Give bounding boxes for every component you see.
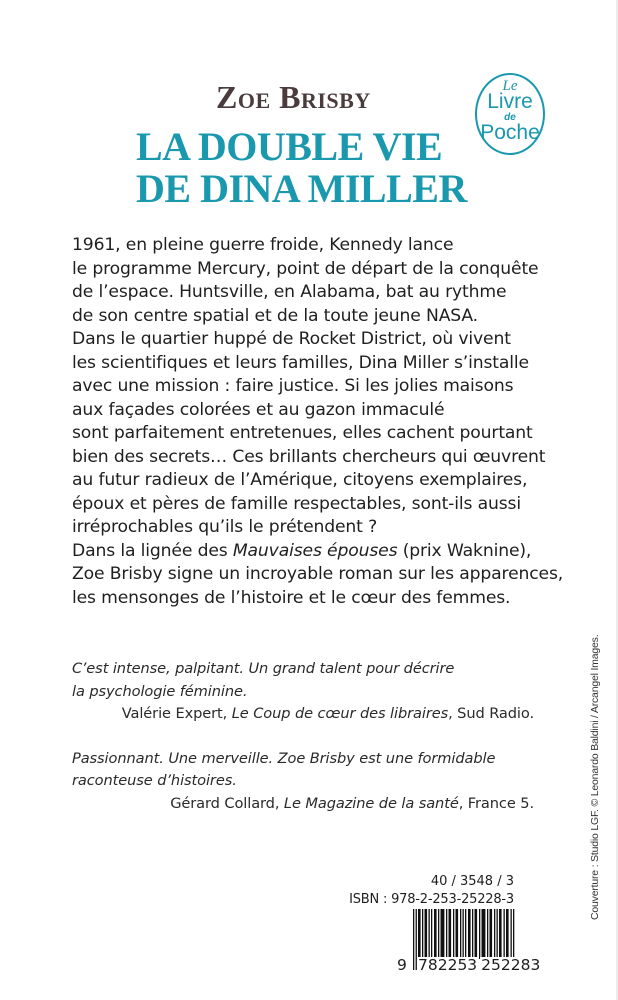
title-line-1: LA DOUBLE VIE: [136, 124, 443, 169]
review-show: Le Magazine de la santé: [283, 794, 459, 812]
review-quote-line: Passionnant. Une merveille. Zoe Brisby est une formidable: [72, 749, 496, 767]
blurb-lineage-line: [72, 540, 582, 564]
lineage-prefix: Dans la lignée des: [72, 540, 233, 561]
logo-de: de: [504, 112, 516, 123]
blurb-line: au futur radieux de l’Amérique, citoyens exemplaires,: [72, 470, 528, 490]
blurb-line: irréprochables qu’ils le prétendent ?: [72, 517, 378, 537]
title-line-2: DE DINA MILLER: [136, 166, 467, 211]
blurb-line: le programme Mercury, point de départ de la conquête: [72, 258, 539, 279]
reviewer-name: Gérard Collard,: [170, 794, 284, 812]
review-source: [72, 703, 534, 726]
press-reviews: [72, 658, 534, 837]
catalog-code: 40 / 3548 / 3: [430, 874, 514, 889]
le-livre-de-poche-logo: [475, 73, 545, 155]
blurb-line: de son centre spatial et de la toute jeune NASA.: [72, 305, 478, 326]
ean-digits: [397, 957, 541, 973]
reviewer-name: Valérie Expert,: [121, 705, 232, 722]
blurb-line: de l’espace. Huntsville, en Alabama, bat au rythme: [72, 282, 507, 302]
author-name: Zoe Brisby: [216, 79, 371, 115]
logo-le: Le: [502, 78, 518, 94]
blurb-line: époux et pères de famille respectables, sont-ils aussi: [72, 493, 521, 514]
ean-left-group: 782253: [418, 956, 478, 974]
review-quote-line: C’est intense, palpitant. Un grand talent pour décrire: [72, 660, 455, 677]
ean-first-digit: 9: [397, 956, 407, 974]
blurb-line: aux façades colorées et au gazon immaculé: [72, 399, 445, 420]
lineage-book-title: Mauvaises épouses: [232, 540, 398, 561]
blurb-line: les scientifiques et leurs familles, Dina Miller s’installe: [72, 352, 529, 373]
blurb-line: Zoe Brisby signe un incroyable roman sur les apparences,: [72, 564, 564, 584]
blurb-line: avec une mission : faire justice. Si les jolies maisons: [72, 376, 514, 396]
review-2: [72, 748, 534, 816]
blurb-line: 1961, en pleine guerre froide, Kennedy lance: [72, 235, 454, 255]
review-quote-line: la psychologie féminine.: [72, 682, 248, 700]
logo-poche: Poche: [480, 121, 540, 144]
logo-livre: Livre: [487, 90, 533, 113]
book-title: [136, 126, 467, 210]
blurb-line: les mensonges de l’histoire et le cœur des femmes.: [72, 587, 511, 608]
review-source: [72, 793, 534, 816]
blurb-line: sont parfaitement entretenues, elles cachent pourtant: [72, 423, 533, 443]
blurb-line: Dans le quartier huppé de Rocket District, où vivent: [72, 329, 511, 349]
ean-right-group: 252283: [481, 956, 541, 974]
cover-credit: Couverture : Studio LGF. © Leonardo Baldini / Arcangel Images.: [589, 634, 601, 920]
lineage-suffix: (prix Waknine),: [397, 540, 532, 561]
isbn-label: ISBN : 978-2-253-25228-3: [349, 892, 514, 907]
review-1: [72, 658, 534, 726]
back-cover-blurb: [72, 234, 582, 610]
review-show: Le Coup de cœur des libraires: [231, 705, 449, 722]
review-quote-line: raconteuse d’histoires.: [72, 772, 237, 789]
review-outlet: , Sud Radio.: [448, 705, 534, 722]
blurb-line: bien des secrets… Ces brillants chercheurs qui œuvrent: [72, 446, 546, 467]
review-outlet: , France 5.: [458, 794, 534, 812]
